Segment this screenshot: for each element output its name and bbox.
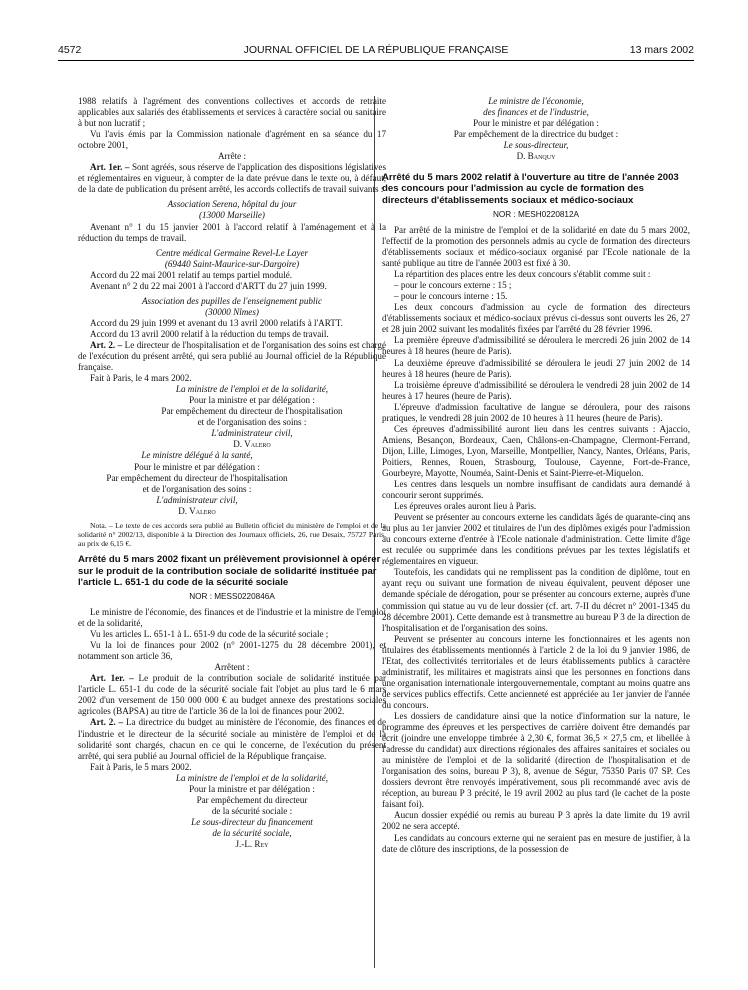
paragraph: Par arrêté de la ministre de l'emploi et de la solidarité en date du 5 mars 2002, l'effectif de la promotion des personnels admis au cycle de formation des directeurs d'établissements sociaux et médico-sociaux organisé par l'Ecole nationale de la santé publique au titre de l'année 2003 est fixé à 30. [382,224,690,269]
signature-line: des finances et de l'industrie, [483,107,589,118]
signature-line: Pour le ministre et par délégation : [473,118,599,129]
body-paragraphs [382,225,690,855]
org-name: Centre médical Germaine Revel-Le Layer [155,247,309,258]
paragraph: Peuvent se présenter au concours externe les candidats âgés de quarante-cinq ans au plus au 1er janvier 2002 et titulaires de l'un des diplômes exigés pour l'admission au concours externe d'entrée à l'Ecole nationale d'administration. Cette limite d'âge est reculée ou supprimée dans les conditions prévues par les textes législatifs et réglementaires en vigueur. [382,512,690,567]
paragraph: – pour le concours externe : 15 ; [394,280,512,291]
signature-line: et de l'organisation des soins : [142,483,252,494]
org-city: (69440 Saint-Maurice-sur-Dargoire) [164,258,300,269]
signature-line: D. Valero [178,505,216,516]
fait-line: Fait à Paris, le 4 mars 2002. [90,373,192,384]
article-2 [78,717,386,761]
page-header [58,44,694,58]
paragraph: Les candidats au concours externe qui ne seraient pas en mesure de justifier, à la date de clôture des inscriptions, de la possession de [382,832,690,854]
paragraph: Toutefois, les candidats qui ne remplissent pas la condition de diplôme, tout en ayant reçu ou suivant une formation de niveau équivalent, peuvent déposer une demande spéciale de dérogation, pour se présenter au concours externe, auprès d'une commission qui statue au vu de leur dossier (cf. art. 7-II du décret n° 2001-1345 du 28 décembre 2001). Cette demande est à transmettre au bureau P 3 de la direction de l'hospitalisation et de l'organisation des soins. [382,567,690,633]
paragraph: Vu l'avis émis par la Commission nationale d'agrément en sa séance du 17 octobre 2001, [78,129,386,151]
paragraph: La troisième épreuve d'admissibilité se déroulera le vendredi 28 juin 2002 de 14 heures à 17 heures (heure de Paris). [382,379,690,401]
signature-line: Par empêchement de la directrice du budget : [453,129,619,140]
paragraph: Accord du 29 juin 1999 et avenant du 13 avril 2000 relatifs à l'ARTT. [90,317,343,328]
paragraph: Les dossiers de candidature ainsi que la notice d'information sur la nature, le programme des épreuves et les perspectives de carrière doivent être demandés par écrit (joindre une enveloppe timbrée à 2,30 €, format 36,5 × 27,5 cm, et libellée à l'adresse du candidat) aux directions régionales des affaires sanitaires et sociales ou au ministère de l'emploi et de la solidarité (direction de l'hospitalisation et de l'organisation des soins, bureau P 3), 8, avenue de Ségur, 75350 Paris 07 SP. Ces dossiers devront être renvoyés impérativement, sous pli recommandé avec avis de réception, au bureau P 3 précité, le 19 avril 2002 au plus tard (le cachet de la poste faisant foi). [382,711,690,810]
signature-line: Pour le ministre et par délégation : [134,461,260,472]
article-text: La directrice du budget au ministère de l'économie, des finances et de l'industrie et le directeur de la sécurité sociale au ministère de l'emploi et de la solidarité sont chargés, chacun en ce qui le concerne, de l'exécution du présent arrêté, qui sera publié au Journal officiel de la République française. [78,717,386,761]
paragraph: Avenant n° 1 du 15 janvier 2001 à l'accord relatif à l'aménagement et à la réduction du temps de travail. [78,221,386,243]
signature-line: Par empêchement du directeur de l'hospitalisation [161,406,343,417]
signature-line: Le ministre délégué à la santé, [141,450,253,461]
signature-line: Le sous-directeur, [503,140,569,151]
paragraph: La deuxième épreuve d'admissibilité se déroulera le jeudi 27 juin 2002 de 14 heures à 18 heures (heure de Paris). [382,357,690,379]
article-label: Art. 1er. – [90,162,130,173]
signature-block [78,384,386,450]
fait-line: Fait à Paris, le 5 mars 2002. [90,761,192,772]
arrete-heading: Arrêtent : [214,662,250,673]
nor-reference: NOR : MESS0220846A [189,591,275,601]
signature-line: de la sécurité sociale, [212,827,292,838]
left-column [78,96,386,850]
signature-block [382,96,690,162]
signature-line: D. Valero [233,439,271,450]
header-rule [58,60,694,61]
paragraph: Aucun dossier expédié ou remis au bureau P 3 après la date limite du 19 avril 2002 ne sera accepté. [382,810,690,832]
paragraph: Ces épreuves d'admissibilité auront lieu dans les centres suivants : Ajaccio, Amiens, Besançon, Bordeaux, Caen, Châlons-en-Champagne, Clermont-Ferrand, Dijon, Lille, Limoges, Lyon, Marseille, Montpellier, Nancy, Nantes, Orléans, Paris, Poitiers, Rennes, Rouen, Strasbourg, Toulouse, Cayenne, Fort-de-France, Gourbeyre, Mayotte, Nouméa, Saint-Denis et Saint-Pierre-et-Miquelon. [382,423,690,478]
paragraph: Les épreuves orales auront lieu à Paris. [394,501,537,512]
org-city: (30000 Nîmes) [205,306,259,317]
signature-line: D. Banquy [516,151,556,162]
article-label: Art. 2. – [90,717,124,728]
signature-block [78,450,386,516]
signature-line: L'administrateur civil, [156,494,238,505]
signature-line: Le ministre de l'économie, [488,96,584,106]
signature-line: Le sous-directeur du financement [191,816,313,827]
paragraph: Le ministre de l'économie, des finances et de l'industrie et la ministre de l'emploi et de la solidarité, [78,607,386,629]
signature-line: Pour la ministre et par délégation : [189,783,315,794]
signature-line: Par empêchement du directeur [196,794,308,805]
paragraph: Accord du 13 avril 2000 relatif à la réduction du temps de travail. [90,328,329,339]
article-text: Sont agréés, sous réserve de l'application des dispositions législatives et réglementaires en vigueur, à compter de la date prévue dans le texte ou, à défaut, de la date de publication du présent arrêté, les accords collectifs de travail suivants : [78,162,386,195]
article-text: Le produit de la contribution sociale de solidarité instituée par l'article L. 651-1 du code de la sécurité sociale fait l'objet au plus tard le 6 mars 2002 d'un versement de 150 000 000 € au budget annexe des prestations sociales agricoles (BAPSA) au titre de l'article 36 de la loi de finances pour 2002. [78,673,387,717]
article-label: Art. 1er. – [90,673,134,684]
article-1 [78,162,386,195]
paragraph: Accord du 22 mai 2001 relatif au temps partiel modulé. [90,269,293,280]
page-number: 4572 [58,44,82,56]
paragraph: – pour le concours interne : 15. [394,291,508,302]
signature-block [78,773,386,850]
article-1 [78,673,386,717]
signature-line: Par empêchement du directeur de l'hospitalisation [106,472,288,483]
paragraph: Vu la loi de finances pour 2002 (n° 2001-1275 du 28 décembre 2001), et notamment son article 36, [78,640,386,662]
org-city: (13000 Marseille) [199,210,265,221]
signature-line: J.-L. Rey [235,838,269,849]
right-column [382,96,690,855]
nor-reference: NOR : MESH0220812A [492,209,579,219]
journal-title: JOURNAL OFFICIEL DE LA RÉPUBLIQUE FRANÇAISE [243,44,509,56]
arrete-heading: Arrête : [217,151,247,162]
signature-line: Pour la ministre et par délégation : [189,395,315,406]
article-label: Art. 2. – [90,339,123,350]
paragraph: Les centres dans lesquels un nombre insuffisant de candidats aura demandé à concourir seront supprimés. [382,479,690,501]
signature-line: La ministre de l'emploi et de la solidarité, [175,772,329,783]
decree-title: Arrêté du 5 mars 2002 relatif à l'ouverture au titre de l'année 2003 des concours pour l'admission au cycle de formation des directeurs d'établissements sociaux et médico-sociaux [382,172,679,206]
signature-line: de la sécurité sociale : [211,805,293,816]
article-text: Le directeur de l'hospitalisation et de l'organisation des soins est chargé de l'exécution du présent arrêté, qui sera publié au Journal officiel de la République française. [78,339,386,373]
nota: Nota. – Le texte de ces accords sera publié au Bulletin officiel du ministère de l'emploi et de la solidarité n° 2002/13, disponible à la Direction des Journaux officiels, 26, rue Desaix, 75727 Paris, au prix de 6,15 €. [78,520,386,549]
org-name: Association Serena, hôpital du jour [167,199,297,210]
paragraph: Les deux concours d'admission au cycle de formation des directeurs d'établissements sociaux et médico-sociaux prévus ci-dessus sont ouverts les 26, 27 et 28 juin 2002 suivant les modalités fixées par l'arrêté du 28 février 1996. [382,302,690,335]
paragraph: La première épreuve d'admissibilité se déroulera le mercredi 26 juin 2002 de 14 heures à 18 heures (heure de Paris). [382,335,690,357]
issue-date: 13 mars 2002 [629,44,694,56]
signature-line: L'administrateur civil, [211,428,293,439]
paragraph: Avenant n° 2 du 22 mai 2001 à l'accord d'ARTT du 27 juin 1999. [90,280,327,291]
paragraph: Peuvent se présenter au concours interne les fonctionnaires et les agents non titulaires des établissements mentionnés à l'article 2 de la loi du 9 janvier 1986, de l'Etat, des collectivités territoriales et de leurs établissements publics à caractère administratif, les militaires et magistrats ainsi que les personnes en fonctions dans une organisation internationale intergouvernementale, comptant au moins quatre ans de services publics effectifs. Cette ancienneté est appréciée au 1er janvier de l'année du concours. [382,633,690,710]
org-name: Association des pupilles de l'enseignement public [142,295,322,306]
paragraph: La répartition des places entre les deux concours s'établit comme suit : [394,269,651,280]
signature-line: et de l'organisation des soins : [197,417,307,428]
paragraph: L'épreuve d'admission facultative de langue se déroulera, pour des raisons pratiques, le vendredi 28 juin 2002 de 10 heures à 11 heures (heure de Paris). [382,401,690,423]
decree-title: Arrêté du 5 mars 2002 fixant un prélèvement provisionnel à opérer sur le produit de la contribution sociale de solidarité instituée par l'article L. 651-1 du code de la sécurité sociale [78,554,381,588]
paragraph: Vu les articles L. 651-1 à L. 651-9 du code de la sécurité sociale ; [90,629,329,640]
article-2 [78,340,386,373]
signature-line: La ministre de l'emploi et de la solidarité, [175,384,329,395]
paragraph: 1988 relatifs à l'agrément des conventions collectives et accords de retraite applicables aux salariés des établissements et services à caractère social ou sanitaire à but non lucratif ; [78,96,386,129]
